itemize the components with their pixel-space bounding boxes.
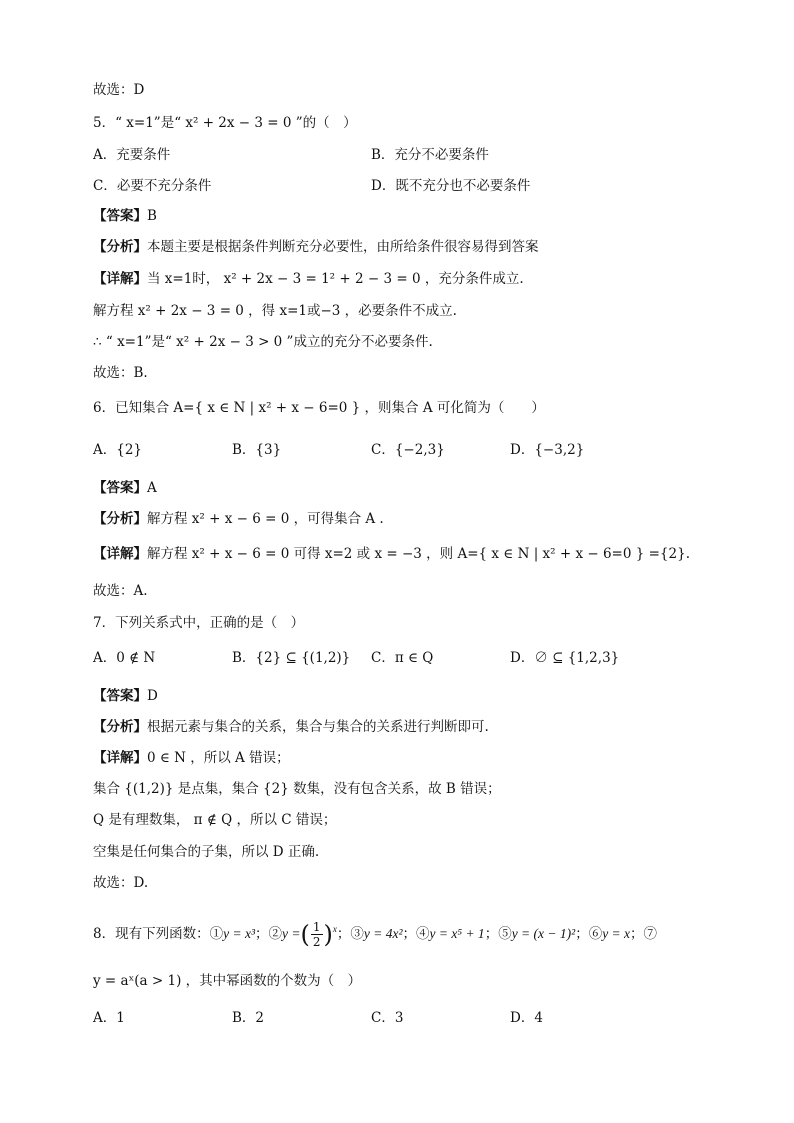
- answer-tag: 【答案】: [93, 208, 147, 224]
- q7-answer: [93, 686, 158, 706]
- answer-value: B: [147, 208, 157, 224]
- q6-analysis: [93, 509, 384, 529]
- fraction-numerator: 1: [312, 920, 321, 934]
- q6-option-d: D．{−3,2}: [510, 442, 585, 458]
- right-paren: ): [323, 920, 333, 949]
- circled-2: ②: [268, 926, 282, 942]
- q5-detail: [93, 269, 524, 289]
- analysis-tag: 【分析】: [93, 719, 147, 735]
- fraction-denominator: 2: [312, 935, 321, 949]
- separator: ；: [575, 926, 589, 942]
- q6-option-b: B．{3}: [232, 442, 282, 458]
- q8-option-d: D．4: [510, 1010, 543, 1026]
- func-2-exponent: x: [332, 924, 337, 934]
- q6-final: 故选：A.: [93, 583, 148, 599]
- circled-4: ④: [416, 926, 430, 942]
- left-paren: (: [300, 920, 310, 949]
- q5-answer: [93, 206, 157, 226]
- fraction-half: [311, 920, 323, 949]
- detail-text: 解方程 x² + x − 6 = 0 可得 x=2 或 x = −3 ，则 A={ x ∈ N | x² + x − 6=0 } ={2}.: [147, 546, 690, 562]
- func-3: y = 4x²: [363, 926, 403, 941]
- q5-detail-2: 解方程 x² + 2x − 3 = 0 ，得 x=1或−3 ，必要条件不成立.: [93, 303, 457, 319]
- detail-tag: 【详解】: [93, 546, 147, 562]
- answer-value: D: [147, 688, 158, 704]
- q6-option-c: C．{−2,3}: [371, 442, 445, 458]
- circled-7: ⑦: [643, 926, 658, 942]
- q6-detail: [93, 544, 690, 564]
- q5-option-d: D．既不充分也不必要条件: [371, 178, 531, 194]
- func-5: y = (x − 1)²: [511, 926, 576, 941]
- q7-detail-2: 集合 {(1,2)} 是点集，集合 {2} 数集，没有包含关系，故 B 错误；: [93, 781, 501, 797]
- detail-tag: 【详解】: [93, 750, 147, 766]
- q6-stem: 6．已知集合 A={ x ∈ N | x² + x − 6=0 } ，则集合 A 可化简为（ ）: [93, 400, 545, 416]
- q5-option-b: B．充分不必要条件: [371, 147, 489, 163]
- circled-1: ①: [209, 926, 224, 942]
- q8-stem-line-2: y = aˣ(a > 1) ，其中幂函数的个数为（ ）: [93, 973, 362, 989]
- q7-stem: 7．下列关系式中，正确的是（ ）: [93, 615, 305, 631]
- func-4: y = x⁵ + 1: [429, 926, 485, 941]
- func-1: y = x³: [223, 926, 255, 941]
- q8-option-a: A．1: [93, 1010, 125, 1026]
- q5-final: 故选：B.: [93, 365, 148, 381]
- separator: ；: [402, 926, 417, 942]
- analysis-tag: 【分析】: [93, 511, 147, 527]
- detail-tag: 【详解】: [93, 271, 147, 287]
- separator: ；: [336, 926, 351, 942]
- q5-analysis: [93, 237, 539, 257]
- q8-option-b: B．2: [232, 1010, 265, 1026]
- q7-option-b: B．{2} ⊆ {(1,2)}: [232, 650, 351, 666]
- circled-5: ⑤: [498, 926, 512, 942]
- q4-final-answer: 故选：D: [93, 82, 145, 98]
- analysis-text: 解方程 x² + x − 6 = 0 ，可得集合 A .: [147, 511, 384, 527]
- q8-stem: [93, 912, 657, 952]
- q7-option-d: D．∅ ⊆ {1,2,3}: [510, 650, 620, 666]
- detail-text: 0 ∈ N ，所以 A 错误；: [147, 750, 290, 766]
- circled-6: ⑥: [588, 926, 603, 942]
- func-2-lhs: y =: [282, 926, 301, 941]
- q7-analysis: [93, 717, 489, 737]
- q8-stem-prefix: 8．现有下列函数：: [93, 926, 210, 942]
- q7-final: 故选：D.: [93, 875, 149, 891]
- q8-option-c: C．3: [371, 1010, 404, 1026]
- separator: ；: [484, 926, 499, 942]
- q7-detail-3: Q 是有理数集， π ∉ Q ，所以 C 错误；: [93, 812, 337, 828]
- q7-detail: [93, 748, 290, 768]
- analysis-text: 本题主要是根据条件判断充分必要性，由所给条件很容易得到答案: [147, 239, 539, 255]
- answer-value: A: [147, 480, 157, 496]
- q7-option-a: A．0 ∉ N: [93, 650, 156, 666]
- q5-stem: 5．“ x=1”是“ x² + 2x − 3 = 0 ”的（ ）: [93, 115, 357, 131]
- separator: ；: [255, 926, 269, 942]
- q7-option-c: C．π ∈ Q: [371, 650, 434, 666]
- q5-detail-3: ∴ “ x=1”是“ x² + 2x − 3 > 0 ”成立的充分不必要条件.: [93, 334, 433, 350]
- analysis-tag: 【分析】: [93, 239, 147, 255]
- circled-3: ③: [350, 926, 364, 942]
- analysis-text: 根据元素与集合的关系，集合与集合的关系进行判断即可.: [147, 719, 489, 735]
- q6-answer: [93, 478, 157, 498]
- func-6: y = x: [602, 926, 631, 941]
- separator: ；: [630, 926, 644, 942]
- q5-option-a: A．充要条件: [93, 147, 171, 163]
- detail-text: 当 x=1时， x² + 2x − 3 = 1² + 2 − 3 = 0 ，充分条件成立.: [147, 271, 524, 287]
- answer-tag: 【答案】: [93, 688, 147, 704]
- q5-option-c: C．必要不充分条件: [93, 178, 212, 194]
- answer-tag: 【答案】: [93, 480, 147, 496]
- q7-detail-4: 空集是任何集合的子集，所以 D 正确.: [93, 844, 320, 860]
- q6-option-a: A．{2}: [93, 442, 143, 458]
